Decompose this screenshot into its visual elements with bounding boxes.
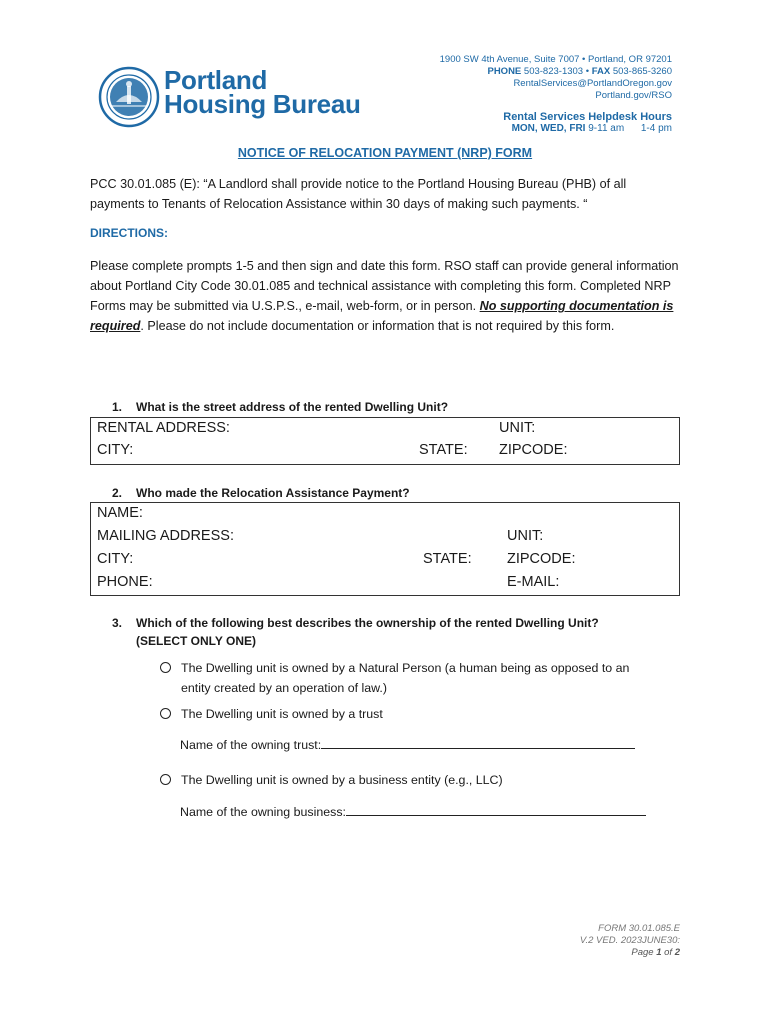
- question-1: [112, 398, 448, 416]
- rental-address-field[interactable]: RENTAL ADDRESS:: [97, 420, 230, 436]
- trust-name-input[interactable]: [321, 736, 635, 749]
- office-address: 1900 SW 4th Avenue, Suite 7007 • Portland, OR 97201: [439, 54, 672, 65]
- footer-form-id: FORM 30.01.085.E: [598, 923, 680, 934]
- directions-label: DIRECTIONS:: [90, 226, 168, 240]
- payer-state-field[interactable]: STATE:: [423, 551, 472, 567]
- directions-emphasis: No supporting documentation is required: [90, 299, 674, 333]
- footer-version: V.2 VED. 2023JUNE30:: [579, 935, 680, 946]
- ownership-option-business[interactable]: [160, 770, 503, 790]
- code-citation: PCC 30.01.085 (E): “A Landlord shall provide notice to the Portland Housing Bureau (PHB) of all payments to Tenants of Relocation Assistance within 30 days of making such payments. “: [90, 177, 627, 211]
- payer-unit-field[interactable]: UNIT:: [507, 528, 544, 544]
- rental-city-field[interactable]: CITY:: [97, 442, 134, 458]
- business-name-label: Name of the owning business:: [180, 805, 346, 819]
- rental-zipcode-field[interactable]: ZIPCODE:: [499, 442, 568, 458]
- question-3-number: 3.: [112, 616, 123, 630]
- business-name-line: [180, 803, 646, 819]
- phone-fax-line: PHONE 503-823-1303 • FAX 503-865-3260: [487, 66, 672, 77]
- business-name-input[interactable]: [346, 803, 646, 816]
- question-3-subtext: (SELECT ONLY ONE): [136, 634, 257, 648]
- trust-name-line: [180, 736, 635, 752]
- radio-business-icon[interactable]: [160, 774, 171, 785]
- question-2-text: Who made the Relocation Assistance Payment?: [136, 486, 410, 500]
- org-name: [164, 65, 361, 119]
- helpdesk-days: MON, WED, FRI: [511, 123, 586, 134]
- option3-label: The Dwelling unit is owned by a business entity (e.g., LLC): [181, 773, 503, 787]
- payer-zipcode-field[interactable]: ZIPCODE:: [507, 551, 576, 567]
- q2-payer-box[interactable]: [90, 502, 680, 596]
- contact-block: [440, 54, 672, 102]
- ownership-option-natural-person[interactable]: [160, 658, 629, 698]
- rental-state-field[interactable]: STATE:: [419, 442, 468, 458]
- ownership-option-trust[interactable]: [160, 704, 383, 724]
- question-1-number: 1.: [112, 400, 123, 414]
- form-title: NOTICE OF RELOCATION PAYMENT (NRP) FORM: [237, 146, 533, 160]
- option1-line2: entity created by an operation of law.): [181, 681, 387, 695]
- question-3-text: Which of the following best describes the ownership of the rented Dwelling Unit?: [136, 616, 599, 630]
- page-of: of: [661, 947, 675, 958]
- contact-email[interactable]: RentalServices@PortlandOregon.gov: [513, 78, 672, 89]
- question-2-number: 2.: [112, 486, 123, 500]
- city-seal-logo: [98, 66, 160, 128]
- phone-number: 503-823-1303: [523, 66, 584, 77]
- question-3: [112, 614, 599, 650]
- option1-line1: The Dwelling unit is owned by a Natural Person (a human being as opposed to an: [181, 661, 630, 675]
- helpdesk-times: 9-11 am 1-4 pm: [588, 123, 672, 134]
- question-2: [112, 484, 410, 502]
- payer-city-field[interactable]: CITY:: [97, 551, 134, 567]
- directions-text: [90, 256, 680, 336]
- question-1-text: What is the street address of the rented Dwelling Unit?: [136, 400, 449, 414]
- fax-label: FAX: [591, 66, 611, 77]
- page-total: 2: [674, 947, 680, 958]
- contact-website[interactable]: Portland.gov/RSO: [595, 90, 672, 101]
- directions-text-a: Please complete prompts 1-5 and then sign and date this form. RSO staff can provide general information about Portland City Code 30.01.085 and technical assistance with completing this form. Completed NRP Forms may be submitted via U.S.P.S., e-mail, web-form, or in person.: [90, 259, 679, 313]
- helpdesk-title: Rental Services Helpdesk Hours: [503, 111, 672, 123]
- org-name-line2: Housing Bureau: [164, 89, 361, 119]
- radio-natural-person-icon[interactable]: [160, 662, 171, 673]
- rental-unit-field[interactable]: UNIT:: [499, 420, 536, 436]
- payer-name-field[interactable]: NAME:: [97, 505, 143, 521]
- q1-address-box[interactable]: [90, 417, 680, 465]
- payer-phone-field[interactable]: PHONE:: [97, 574, 153, 590]
- footer-page-number: [580, 947, 680, 959]
- option2-label: The Dwelling unit is owned by a trust: [181, 707, 383, 721]
- payer-email-field[interactable]: E-MAIL:: [507, 574, 560, 590]
- directions-text-b: . Please do not include documentation or information that is not required by this form.: [140, 319, 615, 333]
- form-footer: [580, 923, 680, 959]
- page-current: 1: [656, 947, 662, 958]
- radio-trust-icon[interactable]: [160, 708, 171, 719]
- trust-name-label: Name of the owning trust:: [180, 738, 322, 752]
- payer-mailing-address-field[interactable]: MAILING ADDRESS:: [97, 528, 234, 544]
- fax-number: 503-865-3260: [612, 66, 672, 77]
- helpdesk-hours: [512, 123, 672, 134]
- org-name-line1: Portland: [164, 65, 268, 95]
- phone-label: PHONE: [487, 66, 522, 77]
- page-prefix: Page: [631, 947, 657, 958]
